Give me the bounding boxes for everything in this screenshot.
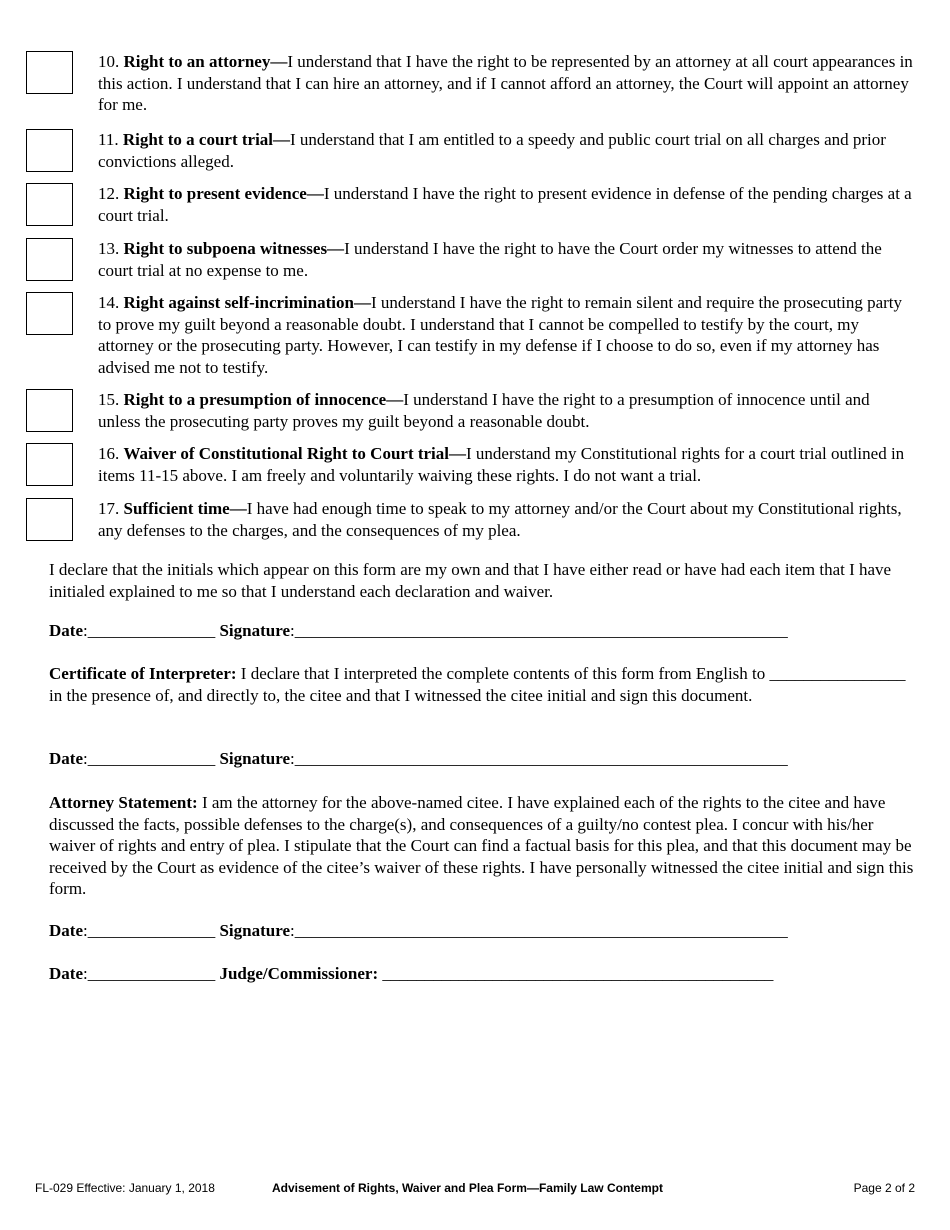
footer-form-id: FL-029 Effective: January 1, 2018 [35,1181,215,1195]
attorney-heading: Attorney Statement: [49,793,198,812]
item-number: 10. [98,52,120,71]
declaration-paragraph: I declare that the initials which appear on this form are my own and that I have either read or have had each item that I have initialed explained to me so that I understand each declaration and waiver. [49,560,892,601]
interpreter-signature-line[interactable] [49,748,788,770]
date-label: Date [49,921,83,940]
signature-label: Signature [219,921,291,940]
judge-label: Judge/Commissioner: [219,964,379,983]
initial-box-10[interactable] [26,51,73,94]
interpreter-text-end: in the presence of, and directly to, the citee and that I witnessed the citee initial and sign this document. [49,685,753,705]
item-number: 14. [98,293,120,312]
date-label: Date [49,964,83,983]
item-17-text [98,498,913,541]
attorney-statement [49,792,915,900]
item-10-text [98,51,913,116]
date-blank[interactable]: :_______________ [82,921,216,940]
item-heading: Right to a presumption of innocence— [123,390,404,409]
interpreter-heading: Certificate of Interpreter: [49,664,237,683]
item-body: I understand I have the right to have the Court order my witnesses to attend the court trial at no expense to me. [98,239,882,280]
initial-box-16[interactable] [26,443,73,486]
item-heading: Right to a court trial— [122,130,291,149]
item-12-text [98,183,913,226]
item-heading: Right to an attorney— [123,52,288,71]
footer-page-number: Page 2 of 2 [853,1181,915,1195]
initial-box-15[interactable] [26,389,73,432]
item-16-text [98,443,913,486]
judge-signature-blank[interactable]: ______________________________________________ [382,964,774,983]
initial-box-14[interactable] [26,292,73,335]
signature-blank[interactable]: :__________________________________________________________ [290,749,788,768]
date-blank[interactable]: :_______________ [82,621,216,640]
citee-signature-line[interactable] [49,620,788,642]
item-heading: Right against self-incrimination— [123,293,371,312]
attorney-signature-line[interactable] [49,920,788,942]
footer-form-title: Advisement of Rights, Waiver and Plea Form—Family Law Contempt [272,1181,663,1195]
initial-box-11[interactable] [26,129,73,172]
item-number: 12. [98,184,120,203]
item-heading: Sufficient time— [123,499,247,518]
attorney-text: I am the attorney for the above-named citee. I have explained each of the rights to the citee and have discussed the facts, possible defenses to the charge(s), and consequences of a guilty/no contest plea. I concur with his/her waiver of rights and entry of plea. I stipulate that the Court can find a factual basis for this plea, and that this document may be received by the Court as evidence of the citee’s waiver of these rights. I have personally witnessed the citee initial and sign this form. [49,793,914,899]
item-body: I understand my Constitutional rights for a court trial outlined in items 11-15 above. I am freely and voluntarily waiving these rights. I do not want a trial. [98,444,905,485]
initial-box-13[interactable] [26,238,73,281]
initial-box-12[interactable] [26,183,73,226]
item-body: I understand that I am entitled to a speedy and public court trial on all charges and prior convictions alleged. [98,130,886,171]
signature-blank[interactable]: :__________________________________________________________ [290,621,788,640]
date-blank[interactable]: :_______________ [82,964,216,983]
signature-blank[interactable]: :__________________________________________________________ [290,921,788,940]
item-number: 15. [98,390,120,409]
signature-label: Signature [219,621,291,640]
item-body: I understand I have the right to remain silent and require the prosecuting party to prove my guilt beyond a reasonable doubt. I understand that I cannot be compelled to testify by the court, my attorney or the prosecuting party. However, I can testify in my defense if I choose to do so, even if my attorney has advised me not to testify. [98,293,903,377]
item-body: I understand I have the right to present evidence in defense of the pending charges at a court trial. [98,184,912,225]
date-label: Date [49,621,83,640]
item-heading: Right to subpoena witnesses— [123,239,345,258]
item-body: I understand I have the right to a presumption of innocence until and unless the prosecuting party proves my guilt beyond a reasonable doubt. [98,390,870,431]
item-number: 13. [98,239,120,258]
item-number: 16. [98,444,120,463]
interpreter-text-start: I declare that I interpreted the complete contents of this form from English to [240,664,766,683]
item-15-text [98,389,913,432]
item-13-text [98,238,913,281]
signature-label: Signature [219,749,291,768]
item-14-text [98,292,913,378]
initial-box-17[interactable] [26,498,73,541]
interpreter-certificate [49,663,915,706]
item-heading: Waiver of Constitutional Right to Court trial— [123,444,467,463]
item-number: 11. [98,130,119,149]
item-body: I understand that I have the right to be represented by an attorney at all court appearances in this action. I understand that I can hire an attorney, and if I cannot afford an attorney, the Court will appoint an attorney for me. [98,52,913,115]
date-label: Date [49,749,83,768]
item-number: 17. [98,499,120,518]
item-heading: Right to present evidence— [123,184,324,203]
item-11-text [98,129,913,172]
date-blank[interactable]: :_______________ [82,749,216,768]
item-body: I have had enough time to speak to my attorney and/or the Court about my Constitutional rights, any defenses to the charges, and the consequences of my plea. [98,499,902,540]
judge-signature-line[interactable] [49,963,773,985]
language-blank[interactable]: ________________ [769,664,906,683]
